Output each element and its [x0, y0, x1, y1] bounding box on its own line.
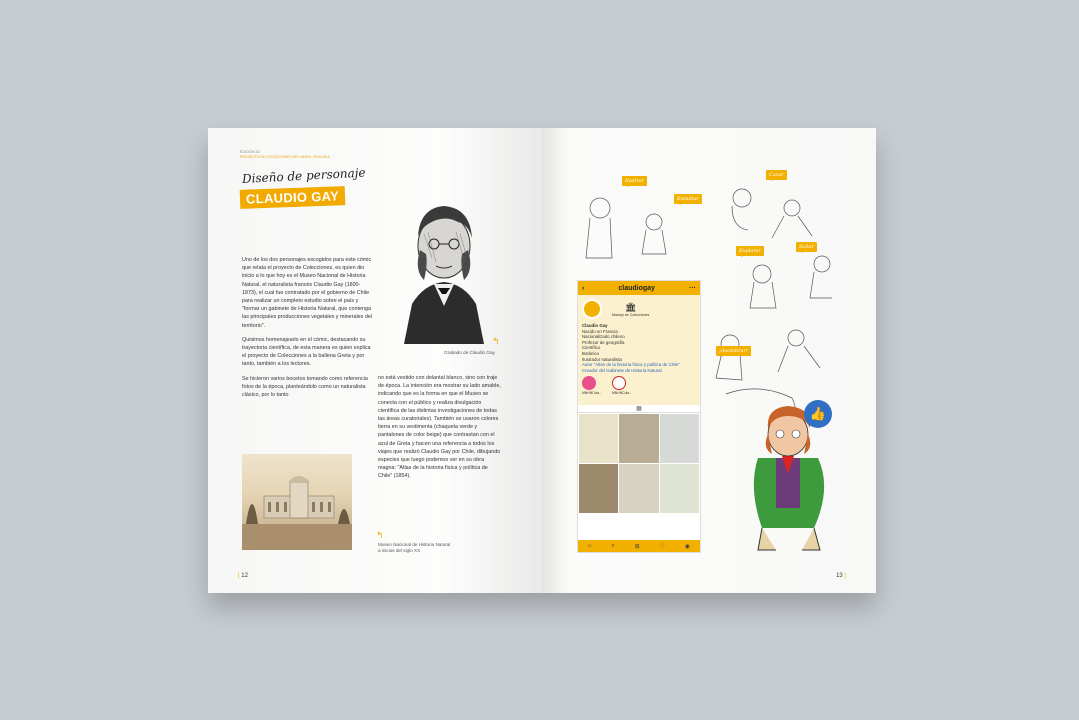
profile-avatar[interactable]	[582, 299, 602, 319]
name-banner: CLAUDIO GAY	[240, 186, 346, 209]
add-post-icon[interactable]: ⊞	[634, 543, 640, 550]
post-thumbnail[interactable]	[579, 464, 618, 513]
section-number: EDICIÓN 3D	[240, 150, 261, 154]
sketch-paragraph: Se hicieron varios bocetos tomando como referencia fotos de la época, planteándolo como un naturalista clásico, por lo tanto	[242, 375, 368, 399]
more-options-icon[interactable]: ···	[688, 284, 696, 292]
museum-photo	[242, 454, 352, 550]
folio-left: 12	[241, 573, 248, 579]
intro-paragraph: Uno de los dos personajes escogidos para este cómic que relata el proyecto de Colecciones, es quien dio inicio a lo que hoy es el Museo Nacional de Historia Natural, el naturalista francés Claudio Gay (1800-1873), el cual fue contratado por el gobierno de Chile para realizar un completo estudio sobre el país y "formar un gabinete de Historia Natural, que contenga las principales producciones vegetales y minerales del territorio".	[242, 257, 373, 329]
left-page	[208, 128, 542, 593]
post-thumbnail[interactable]	[619, 414, 658, 463]
page-number-left: | 12	[238, 573, 248, 579]
story-label: MNHNCola...	[611, 391, 632, 396]
tag-dream: Soñar	[796, 242, 817, 252]
home-icon[interactable]: ⌂	[587, 543, 592, 549]
back-arrow-icon: ↰	[492, 336, 500, 346]
museum-building-illustration	[242, 454, 352, 550]
bio-link[interactable]: Creador del Gabinete de Historia Natural	[582, 367, 662, 373]
open-booklet	[208, 128, 876, 593]
search-icon[interactable]: ⌕	[611, 542, 615, 549]
homage-paragraph: Quisimos homenajearlo en el cómic, destacando su trayectoria científica, de esta manera es quien explica el proyecto de Colecciones a la ballena Greta y por tanto, también a los lectores.	[242, 336, 371, 368]
museum-icon: 🏛	[624, 301, 637, 312]
tag-illustrate: Ilustrar	[622, 176, 647, 186]
post-thumbnail[interactable]	[619, 464, 658, 513]
post-thumbnail[interactable]	[660, 464, 699, 513]
photo-caption	[378, 542, 450, 554]
story-highlights	[582, 376, 696, 395]
page-number-right: 13 |	[836, 573, 846, 579]
profile-bio	[582, 323, 696, 373]
photo-caption-line1: Museo Nacional de Historia Natural	[378, 542, 451, 547]
story-highlight-2[interactable]	[612, 376, 632, 395]
photo-caption-line2: a inicios del siglo XX	[378, 548, 421, 553]
back-chevron-icon[interactable]: ‹	[582, 284, 585, 292]
bio-link[interactable]: Autor "Atlas de la historia física y política de Chile"	[582, 362, 681, 368]
bottom-tab-bar	[578, 540, 700, 552]
bio-line: Nacionalizado chileno	[582, 334, 625, 340]
tag-hunt: Cazar	[766, 170, 787, 180]
claudio-character	[754, 406, 824, 550]
profile-username: claudiogay	[618, 284, 655, 292]
tag-amaze: ¡Asombrar!	[716, 346, 751, 356]
design-title: Diseño de personaje	[241, 165, 366, 186]
profile-icon[interactable]: ◉	[684, 543, 691, 550]
highlight-label: Manejo de Colecciones	[612, 312, 650, 317]
bio-line: Científico	[582, 345, 601, 351]
folio-right: 13	[836, 573, 843, 579]
text-column-2	[378, 374, 502, 487]
bio-line: Botánico	[582, 350, 600, 356]
costume-paragraph: no está vestido con delantal blanco, sino con traje de época. La intención era mostrar su lado amable, indicando que es la forma en que el Museo se conecta con el público y realiza divulgación científica de las distintas investigaciones de todas las áreas curatoriales). También se usaron colores tierra en su vestimenta (chaqueta verde y pantalones de color beige) que contrastan con el azul de Greta y hacen una referencia a todos los viajes que realizó Claudio Gay por Chile, dibujando especies que luego podemos ver en su obra magna: "Atlas de la historia física y política de Chile" (1854).	[378, 375, 501, 480]
story-label: MNHNCola...	[582, 391, 602, 396]
like-thumbs-up-icon: 👍	[804, 400, 832, 428]
project-line: PROYECTO DE COLECCIONES DEL MNHN, 2019-2019	[240, 155, 330, 159]
highlight-collections[interactable]	[612, 302, 649, 317]
bio-line: Nacido en Francia	[582, 328, 618, 334]
post-thumbnail[interactable]	[660, 414, 699, 463]
right-page	[542, 128, 876, 593]
tag-explore: Explorar	[736, 246, 764, 256]
text-column-1	[242, 256, 374, 405]
bio-line: Profesor de geografía	[582, 339, 625, 345]
bio-line: Ilustrador naturalista	[582, 356, 622, 362]
instagram-profile-mockup	[577, 280, 701, 553]
profile-header	[578, 281, 700, 295]
profile-name: Claudio Gay	[582, 323, 608, 328]
post-thumbnail[interactable]	[579, 414, 618, 463]
section-header	[240, 150, 330, 160]
portrait-engraving	[384, 184, 504, 344]
post-grid	[578, 413, 700, 514]
portrait-caption: Grabado de Claudio Gay	[444, 350, 495, 355]
heart-icon[interactable]: ♡	[659, 543, 665, 550]
story-highlight-1[interactable]	[582, 376, 602, 395]
grid-view-icon[interactable]: ▦	[578, 405, 700, 413]
tag-study: Estudiar	[674, 194, 702, 204]
profile-section	[578, 295, 700, 405]
back-arrow-icon-2: ↰	[376, 530, 384, 540]
